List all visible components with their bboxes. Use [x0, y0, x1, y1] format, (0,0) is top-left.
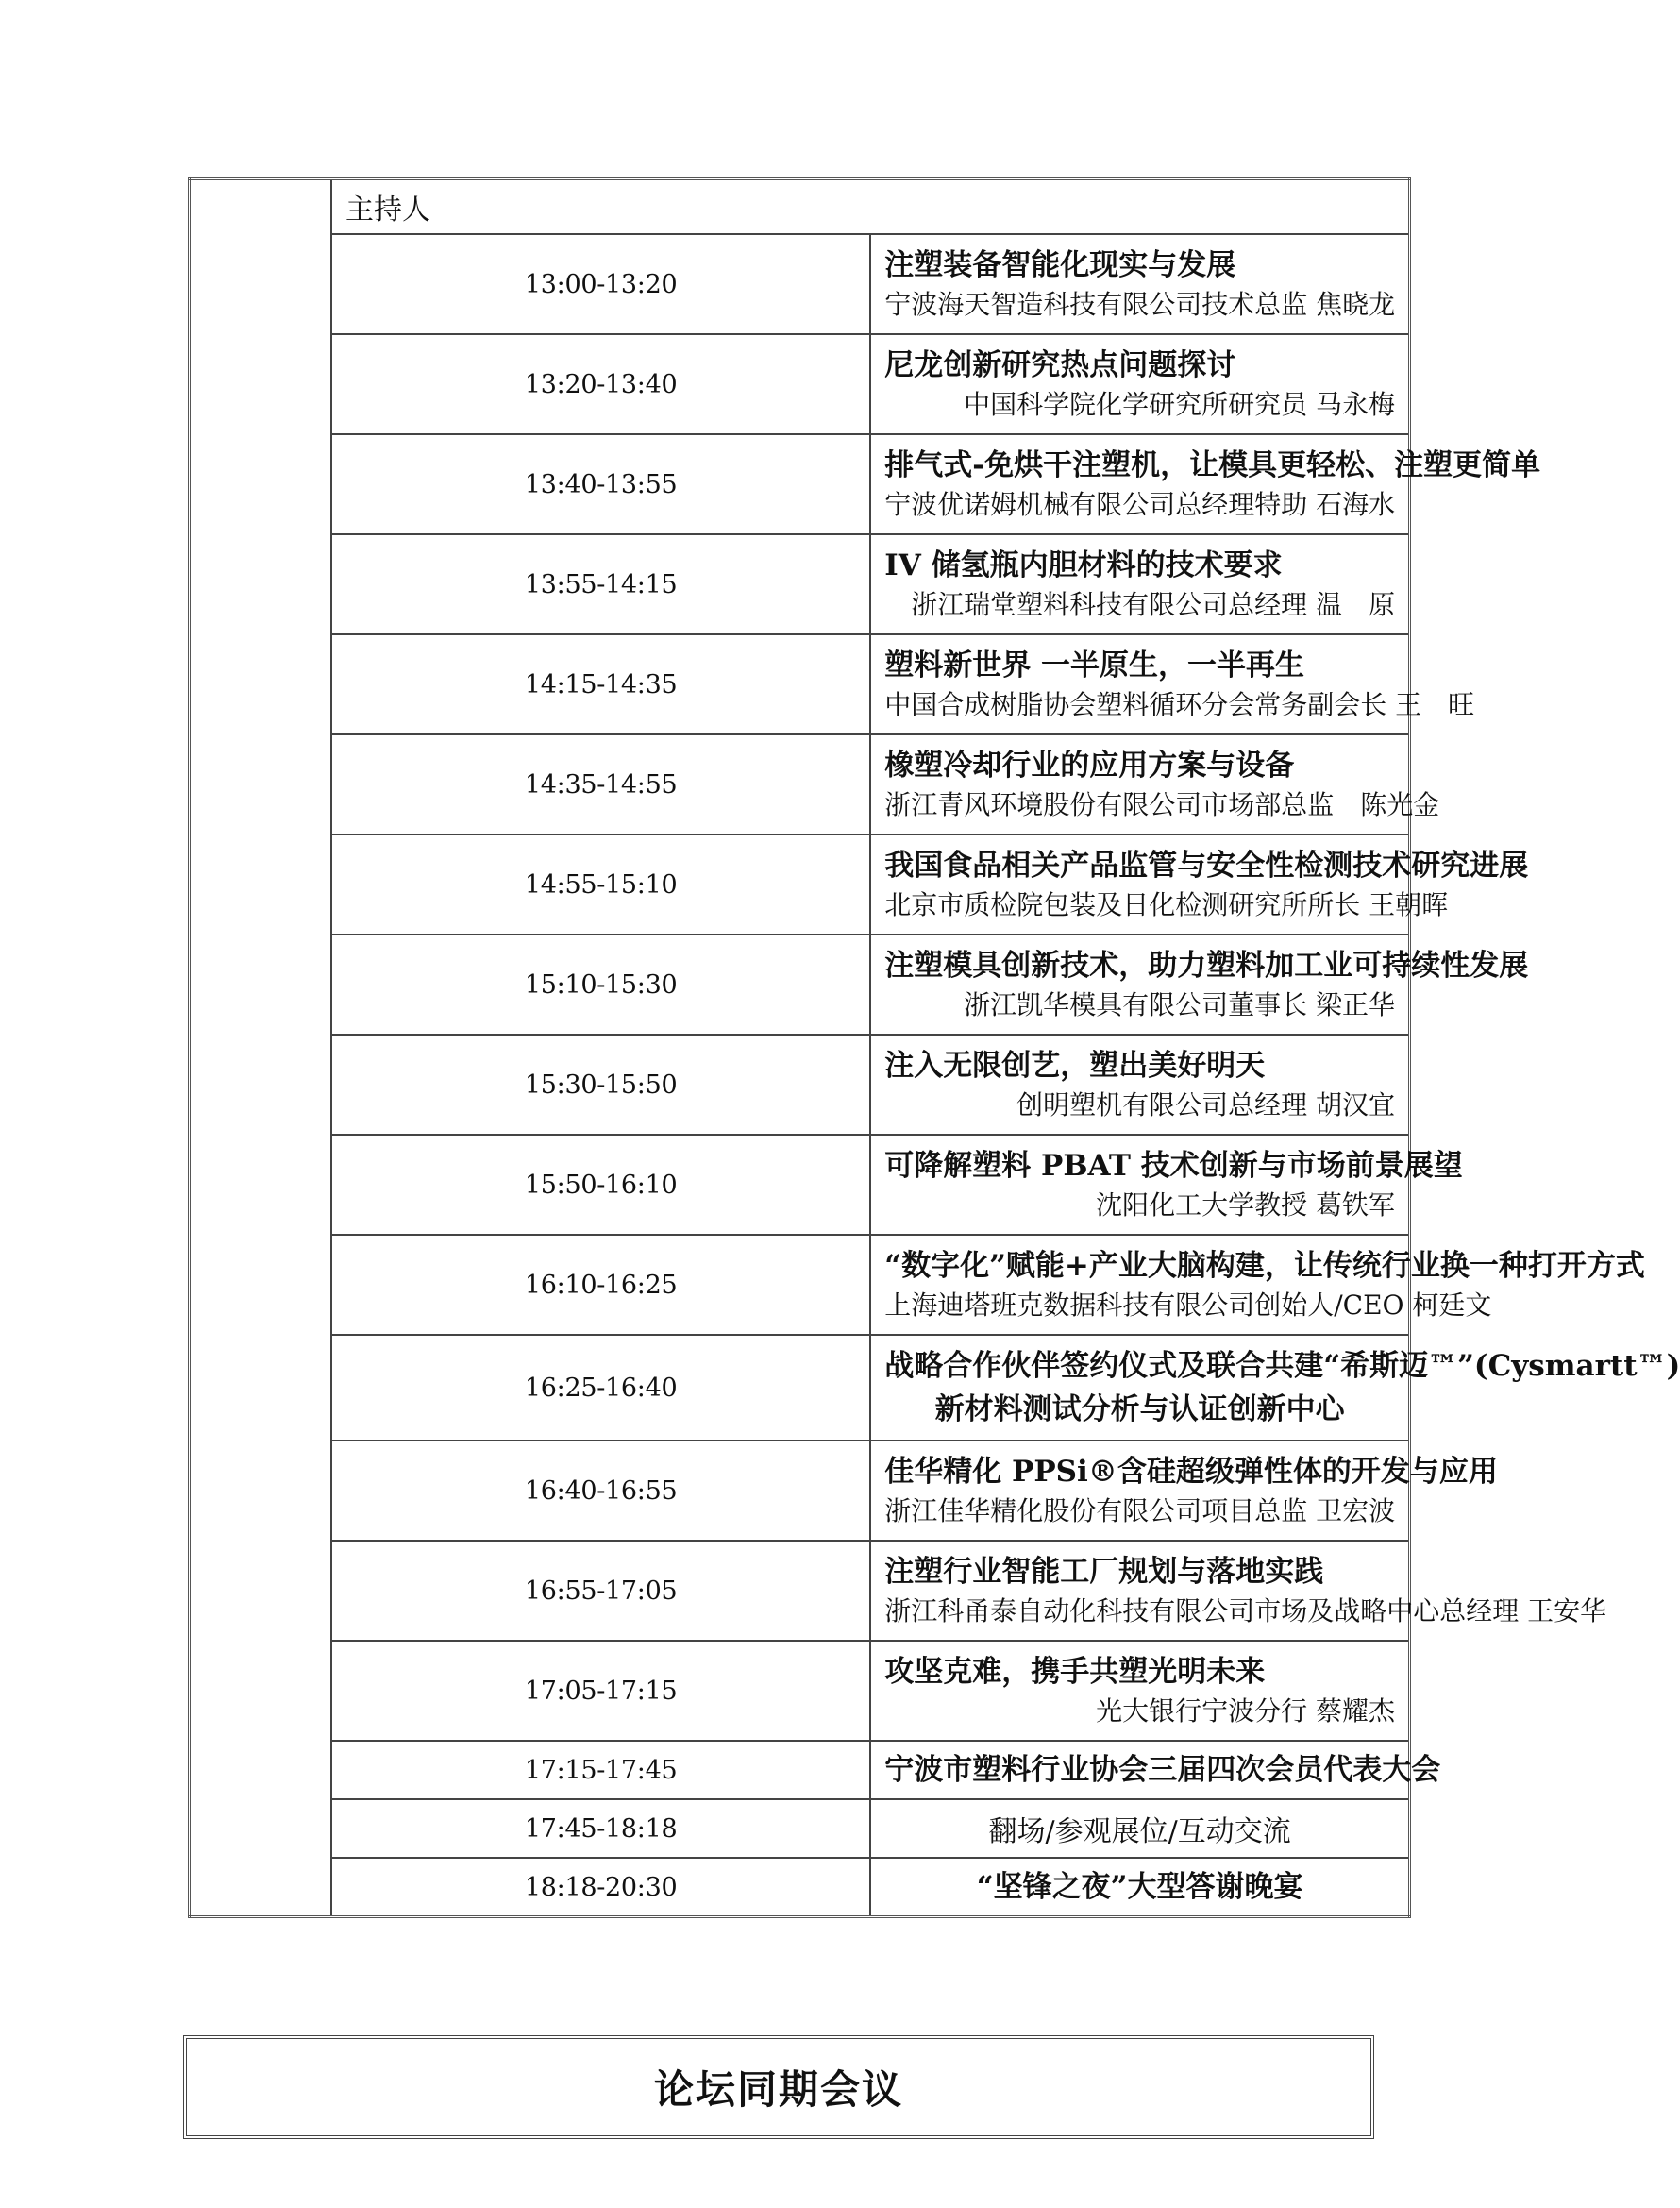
- speaker-info: 浙江科甬泰自动化科技有限公司市场及战略中心总经理 王安华: [884, 1595, 1607, 1627]
- agenda-row: [190, 1441, 1410, 1541]
- event-cell: [870, 1799, 1409, 1858]
- time-slot: 17:05-17:15: [331, 1641, 870, 1741]
- event-title: 宁波市塑料行业协会三届四次会员代表大会: [884, 1753, 1441, 1787]
- agenda-row: [190, 935, 1410, 1035]
- forum-title: 论坛同期会议: [653, 2066, 903, 2113]
- host-row: [190, 179, 1410, 235]
- time-slot: 17:15-17:45: [331, 1741, 870, 1799]
- session-title: 注塑行业智能工厂规划与落地实践: [884, 1555, 1324, 1589]
- time-slot: 14:15-14:35: [331, 634, 870, 734]
- session-title: 注塑装备智能化现实与发展: [884, 248, 1236, 282]
- time-slot: 16:40-16:55: [331, 1441, 870, 1541]
- time-slot: 16:55-17:05: [331, 1541, 870, 1641]
- agenda-table: [188, 177, 1680, 1918]
- agenda-row: [190, 1799, 1410, 1858]
- agenda-row: [190, 1741, 1410, 1799]
- ceremony-title-line1: 战略合作伙伴签约仪式及联合共建“希斯迈™”(Cysmartt™): [884, 1349, 1680, 1383]
- session-title: IV 储氢瓶内胆材料的技术要求: [884, 548, 1283, 582]
- event-title: “坚锋之夜”大型答谢晚宴: [976, 1870, 1303, 1904]
- event-cell: [870, 1741, 1441, 1799]
- time-slot: 15:50-16:10: [331, 1135, 870, 1235]
- session-cell: [870, 1641, 1409, 1741]
- agenda-row: [190, 1641, 1410, 1741]
- speaker-info: 北京市质检院包装及日化检测研究所所长 王朝晖: [884, 889, 1449, 920]
- speaker-info: 浙江佳华精化股份有限公司项目总监 卫宏波: [884, 1495, 1396, 1526]
- agenda-row: [190, 434, 1410, 534]
- session-cell: [870, 1135, 1463, 1235]
- time-slot: 17:45-18:18: [331, 1799, 870, 1858]
- speaker-info: 浙江青风环境股份有限公司市场部总监 陈光金: [884, 789, 1440, 820]
- speaker-info: 上海迪塔班克数据科技有限公司创始人/CEO 柯廷文: [884, 1289, 1492, 1321]
- agenda-row: [190, 634, 1410, 734]
- session-cell: [870, 1235, 1645, 1335]
- session-title: 攻坚克难，携手共塑光明未来: [884, 1655, 1266, 1689]
- agenda-row: [190, 734, 1410, 834]
- speaker-info: 沈阳化工大学教授 葛铁军: [1096, 1189, 1395, 1221]
- event-cell: [870, 1858, 1409, 1917]
- time-slot: 18:18-20:30: [331, 1858, 870, 1917]
- agenda-row: [190, 334, 1410, 434]
- session-cell: [870, 634, 1475, 734]
- agenda-row: [190, 834, 1410, 935]
- session-title: 排气式-免烘干注塑机，让模具更轻松、注塑更简单: [884, 448, 1541, 482]
- event-title: 翻场/参观展位/互动交流: [988, 1815, 1291, 1848]
- left-blank-column: [190, 179, 332, 1917]
- session-cell: [870, 935, 1529, 1035]
- time-slot: 16:25-16:40: [331, 1335, 870, 1441]
- session-cell: [870, 1035, 1409, 1135]
- time-slot: 16:10-16:25: [331, 1235, 870, 1335]
- time-slot: 13:20-13:40: [331, 334, 870, 434]
- time-slot: 13:55-14:15: [331, 534, 870, 634]
- session-title: 尼龙创新研究热点问题探讨: [884, 348, 1236, 382]
- speaker-info: 浙江凯华模具有限公司董事长 梁正华: [964, 989, 1395, 1020]
- agenda-row: [190, 234, 1410, 334]
- speaker-info: 宁波优诺姆机械有限公司总经理特助 石海水: [884, 489, 1396, 520]
- session-title: 塑料新世界 一半原生，一半再生: [884, 649, 1305, 683]
- session-title: 注塑模具创新技术，助力塑料加工业可持续性发展: [884, 949, 1529, 983]
- session-cell: [870, 734, 1440, 834]
- agenda-row: [190, 1035, 1410, 1135]
- session-title: 佳华精化 PPSi®含硅超级弹性体的开发与应用: [884, 1455, 1498, 1489]
- ceremony-title-line2: 新材料测试分析与认证创新中心: [934, 1392, 1345, 1426]
- speaker-info: 光大银行宁波分行 蔡耀杰: [1096, 1695, 1395, 1727]
- agenda-row: [190, 1235, 1410, 1335]
- session-cell: [870, 334, 1409, 434]
- session-cell: [870, 534, 1409, 634]
- time-slot: 15:30-15:50: [331, 1035, 870, 1135]
- agenda-row: [190, 534, 1410, 634]
- time-slot: 14:55-15:10: [331, 834, 870, 935]
- forum-section-box: [183, 2035, 1374, 2139]
- ceremony-row: [190, 1335, 1410, 1441]
- agenda-row: [190, 1541, 1410, 1641]
- agenda-row: [190, 1858, 1410, 1917]
- session-title: 橡塑冷却行业的应用方案与设备: [884, 749, 1295, 783]
- session-cell: [870, 1441, 1498, 1541]
- host-label: 主持人: [331, 179, 1410, 235]
- time-slot: 13:40-13:55: [331, 434, 870, 534]
- session-cell: [870, 834, 1529, 935]
- session-title: “数字化”赋能+产业大脑构建，让传统行业换一种打开方式: [884, 1249, 1645, 1283]
- speaker-info: 创明塑机有限公司总经理 胡汉宜: [1016, 1089, 1395, 1121]
- speaker-info: 宁波海天智造科技有限公司技术总监 焦晓龙: [884, 289, 1396, 320]
- session-title: 注入无限创艺，塑出美好明天: [884, 1049, 1266, 1083]
- time-slot: 14:35-14:55: [331, 734, 870, 834]
- agenda-row: [190, 1135, 1410, 1235]
- speaker-info: 浙江瑞堂塑料科技有限公司总经理 温 原: [911, 589, 1395, 620]
- speaker-info: 中国科学院化学研究所研究员 马永梅: [964, 389, 1395, 420]
- time-slot: 15:10-15:30: [331, 935, 870, 1035]
- session-title: 我国食品相关产品监管与安全性检测技术研究进展: [884, 849, 1529, 883]
- session-cell: [870, 434, 1541, 534]
- speaker-info: 中国合成树脂协会塑料循环分会常务副会长 王 旺: [884, 689, 1475, 720]
- session-title: 可降解塑料 PBAT 技术创新与市场前景展望: [884, 1149, 1463, 1183]
- session-cell: [870, 1541, 1607, 1641]
- session-cell: [870, 234, 1409, 334]
- time-slot: 13:00-13:20: [331, 234, 870, 334]
- ceremony-cell: [870, 1335, 1680, 1441]
